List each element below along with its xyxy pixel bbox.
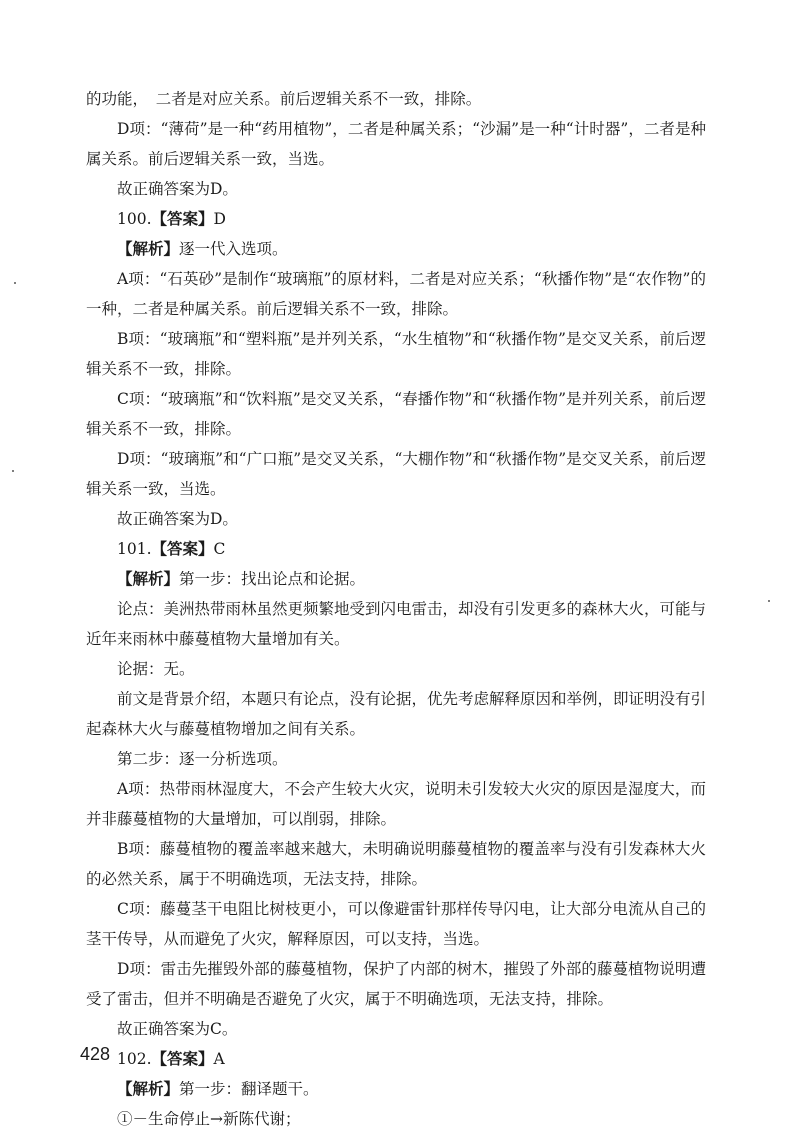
paragraph-text: ①－生命停止→新陈代谢； (117, 1110, 301, 1128)
paragraph-text: A项：热带雨林湿度大，不会产生较大火灾，说明未引发较大火灾的原因是湿度大，而并非藤蔓植物的大量增加，可以削弱，排除。 (86, 780, 706, 828)
question-number: 101. (117, 540, 152, 558)
paragraph-text: 第二步：逐一分析选项。 (117, 750, 288, 768)
paragraph (86, 204, 706, 234)
section-label: 【解析】 (117, 1079, 180, 1098)
section-label: 【答案】 (151, 209, 214, 228)
paragraph-text: B项：“玻璃瓶”和“塑料瓶”是并列关系，“水生植物”和“秋播作物”是交叉关系，前后逻辑关系不一致，排除。 (86, 330, 706, 378)
paragraph (86, 534, 706, 564)
paragraph (86, 1014, 706, 1044)
paragraph-text: 论据：无。 (117, 660, 195, 678)
paragraph-text: A项：“石英砂”是制作“玻璃瓶”的原材料，二者是对应关系；“秋播作物”是“农作物”的一种，二者是种属关系。前后逻辑关系不一致，排除。 (86, 270, 706, 318)
section-label: 【解析】 (117, 569, 180, 588)
paragraph-text: D (213, 210, 226, 228)
section-label: 【解析】 (117, 239, 180, 258)
scan-speck (12, 470, 14, 472)
scan-speck (14, 282, 16, 284)
page-body (86, 84, 706, 1134)
paragraph (86, 324, 706, 384)
paragraph (86, 444, 706, 504)
paragraph-text: 故正确答案为C。 (117, 1020, 238, 1038)
paragraph-text: C项：“玻璃瓶”和“饮料瓶”是交叉关系，“春播作物”和“秋播作物”是并列关系，前后逻辑关系不一致，排除。 (86, 390, 706, 438)
paragraph (86, 684, 706, 744)
paragraph (86, 234, 706, 264)
paragraph (86, 954, 706, 1014)
page-number: 428 (80, 1044, 111, 1064)
paragraph (86, 1044, 706, 1074)
question-number: 100. (117, 210, 152, 228)
paragraph-text: D项：雷击先摧毁外部的藤蔓植物，保护了内部的树木，摧毁了外部的藤蔓植物说明遭受了雷击，但并不明确是否避免了火灾，属于不明确选项，无法支持，排除。 (86, 960, 706, 1008)
paragraph (86, 1074, 706, 1104)
paragraph (86, 564, 706, 594)
paragraph (86, 594, 706, 654)
paragraph-text: 论点：美洲热带雨林虽然更频繁地受到闪电雷击，却没有引发更多的森林大火，可能与近年来雨林中藤蔓植物大量增加有关。 (86, 600, 707, 648)
paragraph (86, 384, 706, 444)
paragraph (86, 84, 706, 114)
paragraph (86, 744, 706, 774)
paragraph (86, 774, 706, 834)
paragraph-text: 逐一代入选项。 (179, 240, 288, 258)
scan-speck (768, 600, 770, 602)
paragraph (86, 834, 706, 894)
paragraph (86, 114, 706, 174)
question-number: 102. (117, 1050, 152, 1068)
paragraph (86, 504, 706, 534)
paragraph (86, 654, 706, 684)
paragraph-text: D项：“玻璃瓶”和“广口瓶”是交叉关系，“大棚作物”和“秋播作物”是交叉关系，前后逻辑关系一致，当选。 (86, 450, 706, 498)
paragraph (86, 1104, 706, 1134)
paragraph (86, 264, 706, 324)
paragraph-text: 故正确答案为D。 (117, 510, 238, 528)
paragraph-text: 第一步：找出论点和论据。 (179, 570, 366, 588)
paragraph-text: C项：藤蔓茎干电阻比树枝更小，可以像避雷针那样传导闪电，让大部分电流从自己的茎干传导，从而避免了火灾，解释原因，可以支持，当选。 (86, 900, 706, 948)
section-label: 【答案】 (151, 539, 214, 558)
paragraph-text: D项：“薄荷”是一种“药用植物”，二者是种属关系；“沙漏”是一种“计时器”，二者是种属关系。前后逻辑关系一致，当选。 (86, 120, 706, 168)
paragraph (86, 894, 706, 954)
paragraph-text: 故正确答案为D。 (117, 180, 238, 198)
paragraph-text: 前文是背景介绍，本题只有论点，没有论据，优先考虑解释原因和举例，即证明没有引起森林大火与藤蔓植物增加之间有关系。 (86, 690, 707, 738)
paragraph-text: B项：藤蔓植物的覆盖率越来越大，未明确说明藤蔓植物的覆盖率与没有引发森林大火的必然关系，属于不明确选项，无法支持，排除。 (86, 840, 706, 888)
paragraph-text: 第一步：翻译题干。 (179, 1080, 319, 1098)
paragraph-text: C (213, 540, 226, 558)
paragraph-text: A (213, 1050, 225, 1068)
section-label: 【答案】 (151, 1049, 214, 1068)
paragraph-text: 的功能， 二者是对应关系。前后逻辑关系不一致，排除。 (86, 90, 482, 108)
paragraph (86, 174, 706, 204)
